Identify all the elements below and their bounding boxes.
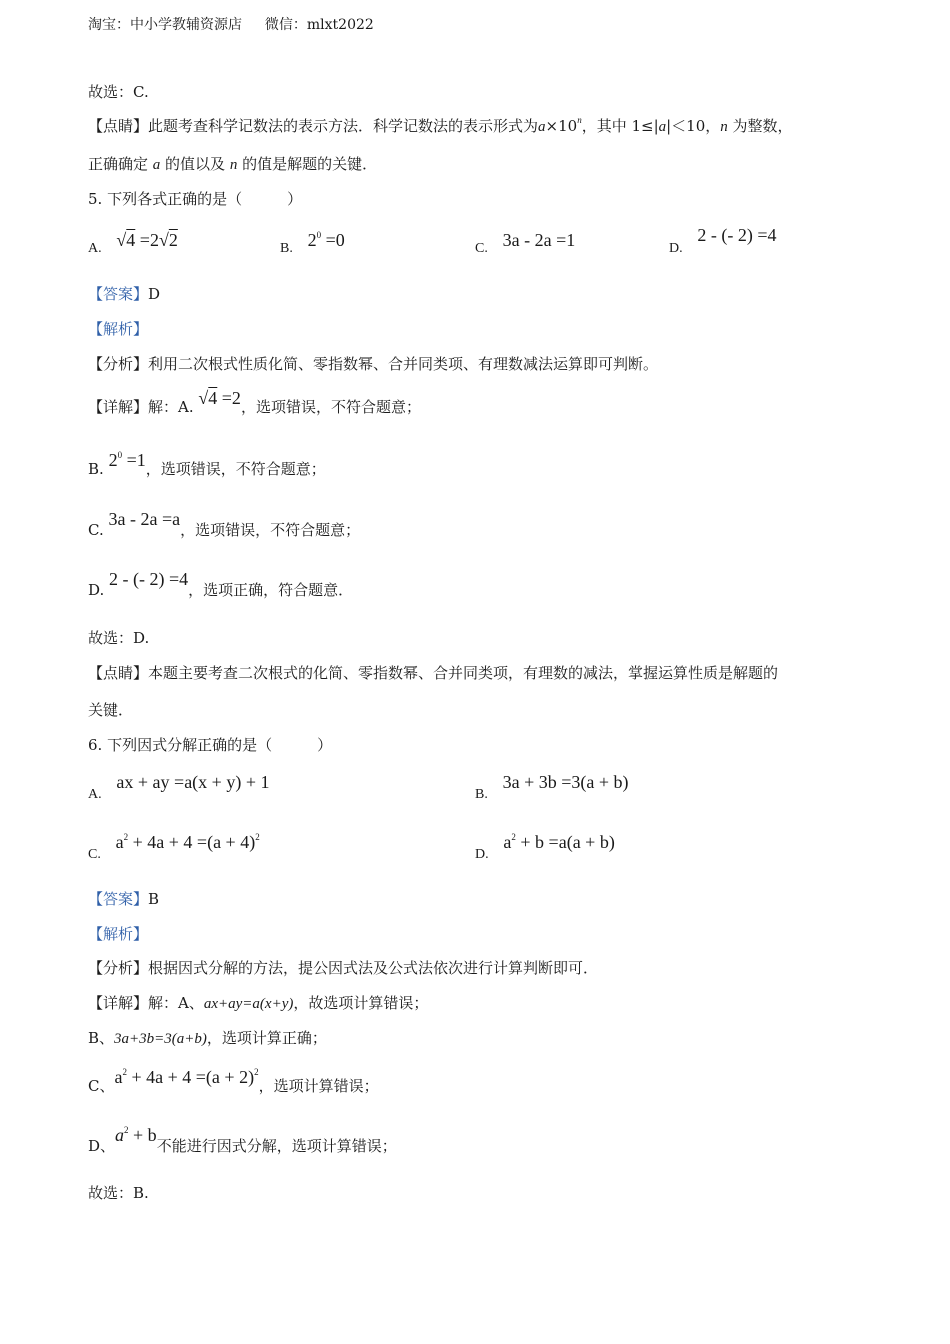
q6-d-post: + b =a(a + b) — [515, 832, 615, 852]
q5-b-exp: 0 — [316, 230, 322, 240]
q4-comment-line1 — [88, 116, 793, 137]
q4-choose: 故选：C. — [88, 83, 149, 101]
q6-detail-d-pre: D、 — [88, 1137, 116, 1155]
q6-detail-d — [88, 1125, 397, 1156]
q5-detail-a-note: ，选项错误，不符合题意； — [240, 398, 421, 416]
q6-c-exp2: 2 — [255, 832, 260, 842]
q6-detail-c-mid: + 4a + 4 =(a + 2) — [126, 1067, 255, 1087]
q5-option-c-expr: 3a - 2a =1 — [502, 230, 576, 250]
q6-c-post: + 4a + 4 =(a + 4) — [128, 832, 256, 852]
q5-a-radicand2: 2 — [168, 230, 178, 250]
q6-fenxi-tag: 【分析】 — [88, 959, 149, 977]
q5-detail-d-expr: 2 - (- 2) =4 — [109, 569, 189, 589]
q4-comment-range-end: |＜10， — [666, 117, 721, 135]
q5-detail-c-expr: 3a - 2a =a — [108, 509, 181, 529]
q6-detail-d-mid: + b — [128, 1125, 157, 1145]
q6-option-b-expr: 3a + 3b =3(a + b) — [502, 772, 629, 792]
q5-option-d-expr: 2 - (- 2) =4 — [697, 225, 777, 245]
q6-detail-b-expr: 3a+3b=3(a+b) — [114, 1031, 207, 1047]
q5-answer — [88, 284, 160, 304]
q6-detail-d-expr — [115, 1125, 157, 1145]
q4-comment-text: 此题考查科学记数法的表示方法．科学记数法的表示形式为 — [148, 117, 539, 135]
page-header — [88, 14, 374, 34]
q4-comment-line2 — [88, 154, 377, 175]
q6-option-a-label: A. — [88, 787, 102, 802]
sci-a: a — [538, 119, 546, 135]
q6-detail-a — [88, 993, 428, 1014]
q5-b-base: 2 — [307, 230, 317, 250]
q5-detail-b-exp: 0 — [117, 450, 123, 460]
q4-comment-line2c: 的值是解题的关键． — [237, 155, 378, 173]
q6-option-c-label: C. — [88, 847, 101, 862]
q6-detail-c-a: a — [114, 1067, 123, 1087]
q6-analysis-tag: 【解析】 — [88, 925, 149, 943]
q6-detail-a-expr: ax+ay=a(x+y) — [203, 996, 294, 1012]
q6-d-pre: a — [503, 832, 512, 852]
q6-fenxi-text: 根据因式分解的方法，提公因式法及公式法依次进行计算判断即可． — [148, 959, 599, 977]
q5-detail-d-note: ，选项正确，符合题意． — [188, 581, 354, 599]
q5-detail-a-radicand: 4 — [208, 388, 218, 408]
q5-comment-tag: 【点睛】 — [88, 664, 149, 682]
q4-comment-line2-n: n — [229, 157, 238, 173]
q6-option-a-expr: ax + ay =a(x + y) + 1 — [116, 772, 270, 792]
q6-option-d-label: D. — [475, 847, 489, 862]
q6-d-exp: 2 — [511, 832, 516, 842]
q4-comment-integer: 为整数， — [727, 117, 793, 135]
q5-option-a-label: A. — [88, 241, 102, 256]
q5-a-radicand: 4 — [126, 230, 136, 250]
q4-comment-abs-a: a — [658, 119, 667, 135]
q6-answer-tag: 【答案】 — [88, 890, 149, 908]
sci-n: n — [577, 115, 582, 125]
sci-times: ×10 — [545, 117, 578, 135]
q5-detail-d — [88, 569, 354, 600]
q4-comment-line2b: 的值以及 — [160, 155, 230, 173]
q6-option-d — [475, 832, 615, 862]
q5-detail-b-expr — [109, 450, 146, 470]
q5-detail-c-note: ，选项错误，不符合题意； — [180, 521, 361, 539]
q5-option-a — [88, 230, 178, 256]
q5-option-c — [475, 230, 576, 256]
q5-analysis-tag: 【解析】 — [88, 320, 149, 338]
q5-detail-c — [88, 509, 361, 540]
q5-detail-c-label: C. — [88, 521, 109, 539]
q6-answer-value: B — [148, 890, 160, 908]
q4-comment-n: n — [720, 119, 728, 135]
q6-detail-c-expr — [114, 1067, 258, 1087]
q5-comment-text: 本题主要考查二次根式的化简、零指数幂、合并同类项，有理数的减法，掌握运算性质是解题的 — [148, 664, 779, 682]
q5-option-d-label: D. — [669, 241, 683, 256]
q5-fenxi-tag: 【分析】 — [88, 355, 149, 373]
q6-option-b — [475, 772, 629, 802]
q5-detail-b-base: 2 — [108, 450, 118, 470]
q6-detail-tag: 【详解】 — [88, 994, 149, 1012]
q6-detail-d-a: a — [115, 1125, 125, 1145]
q5-choose: 故选：D. — [88, 629, 150, 647]
q5-detail-b-note: ，选项错误，不符合题意； — [145, 460, 326, 478]
header-shop: 淘宝：中小学教辅资源店 — [88, 17, 242, 33]
q5-answer-value: D — [148, 285, 161, 303]
q6-stem: 6. 下列因式分解正确的是（ ） — [88, 736, 333, 754]
q5-detail-d-label: D. — [88, 581, 110, 599]
q6-option-c — [88, 832, 260, 862]
q6-answer — [88, 889, 159, 909]
q6-detail-d-exp: 2 — [124, 1125, 129, 1135]
q5-answer-tag: 【答案】 — [88, 285, 149, 303]
q5-comment-line2: 关键． — [88, 701, 134, 719]
q5-detail-intro: 解：A. — [148, 398, 199, 416]
q6-detail-c — [88, 1067, 379, 1096]
q6-detail-c-note: ，选项计算错误； — [258, 1077, 379, 1095]
q5-option-a-expr: √4 =2√2 — [116, 230, 178, 250]
q5-detail-b — [88, 450, 326, 479]
q4-comment-tag: 【点睛】 — [88, 117, 149, 135]
q5-option-b — [280, 230, 345, 256]
q6-option-a — [88, 772, 270, 802]
q6-detail-a-pre: 解：A、 — [148, 994, 204, 1012]
q6-detail-c-exp2: 2 — [254, 1067, 259, 1077]
q6-detail-c-pre: C、 — [88, 1077, 115, 1095]
q4-comment-line2-a: a — [152, 157, 161, 173]
q6-detail-c-exp: 2 — [122, 1067, 127, 1077]
q5-fenxi — [88, 354, 658, 374]
q6-c-pre: a — [115, 832, 124, 852]
q5-comment-line1 — [88, 663, 778, 683]
q5-detail-a-expr: √4 =2 — [198, 388, 241, 408]
q5-detail-tag: 【详解】 — [88, 398, 149, 416]
q6-option-d-expr — [503, 832, 614, 852]
q5-option-d — [669, 225, 777, 256]
q6-detail-b-pre: B、 — [88, 1029, 115, 1047]
q5-detail-a — [88, 388, 421, 417]
q4-comment-range: ，其中 1≤| — [581, 117, 659, 135]
q4-comment-line2a: 正确确定 — [88, 155, 153, 173]
q5-b-rest: =0 — [321, 230, 345, 250]
q6-detail-b — [88, 1028, 327, 1049]
q6-detail-b-note: ，选项计算正确； — [206, 1029, 327, 1047]
q6-c-exp: 2 — [123, 832, 129, 842]
header-wechat: 微信：mlxt2022 — [264, 17, 374, 33]
q6-detail-d-note: 不能进行因式分解，选项计算错误； — [156, 1137, 397, 1155]
q6-detail-a-note: ，故选项计算错误； — [293, 994, 429, 1012]
q5-detail-a-rest: =2 — [217, 388, 241, 408]
q5-option-b-expr — [308, 230, 345, 250]
q6-choose: 故选：B. — [88, 1184, 149, 1202]
q5-detail-b-label: B. — [88, 460, 109, 478]
q5-stem: 5. 下列各式正确的是（ ） — [88, 190, 303, 208]
q6-option-c-expr — [116, 832, 260, 852]
q5-a-mid: =2 — [135, 230, 159, 250]
q5-option-b-label: B. — [280, 241, 293, 256]
q6-option-b-label: B. — [475, 787, 488, 802]
q6-fenxi — [88, 958, 598, 978]
q5-detail-b-rest: =1 — [122, 450, 146, 470]
q5-option-c-label: C. — [475, 241, 488, 256]
q5-fenxi-text: 利用二次根式性质化简、零指数幂、合并同类项、有理数减法运算即可判断。 — [148, 355, 659, 373]
